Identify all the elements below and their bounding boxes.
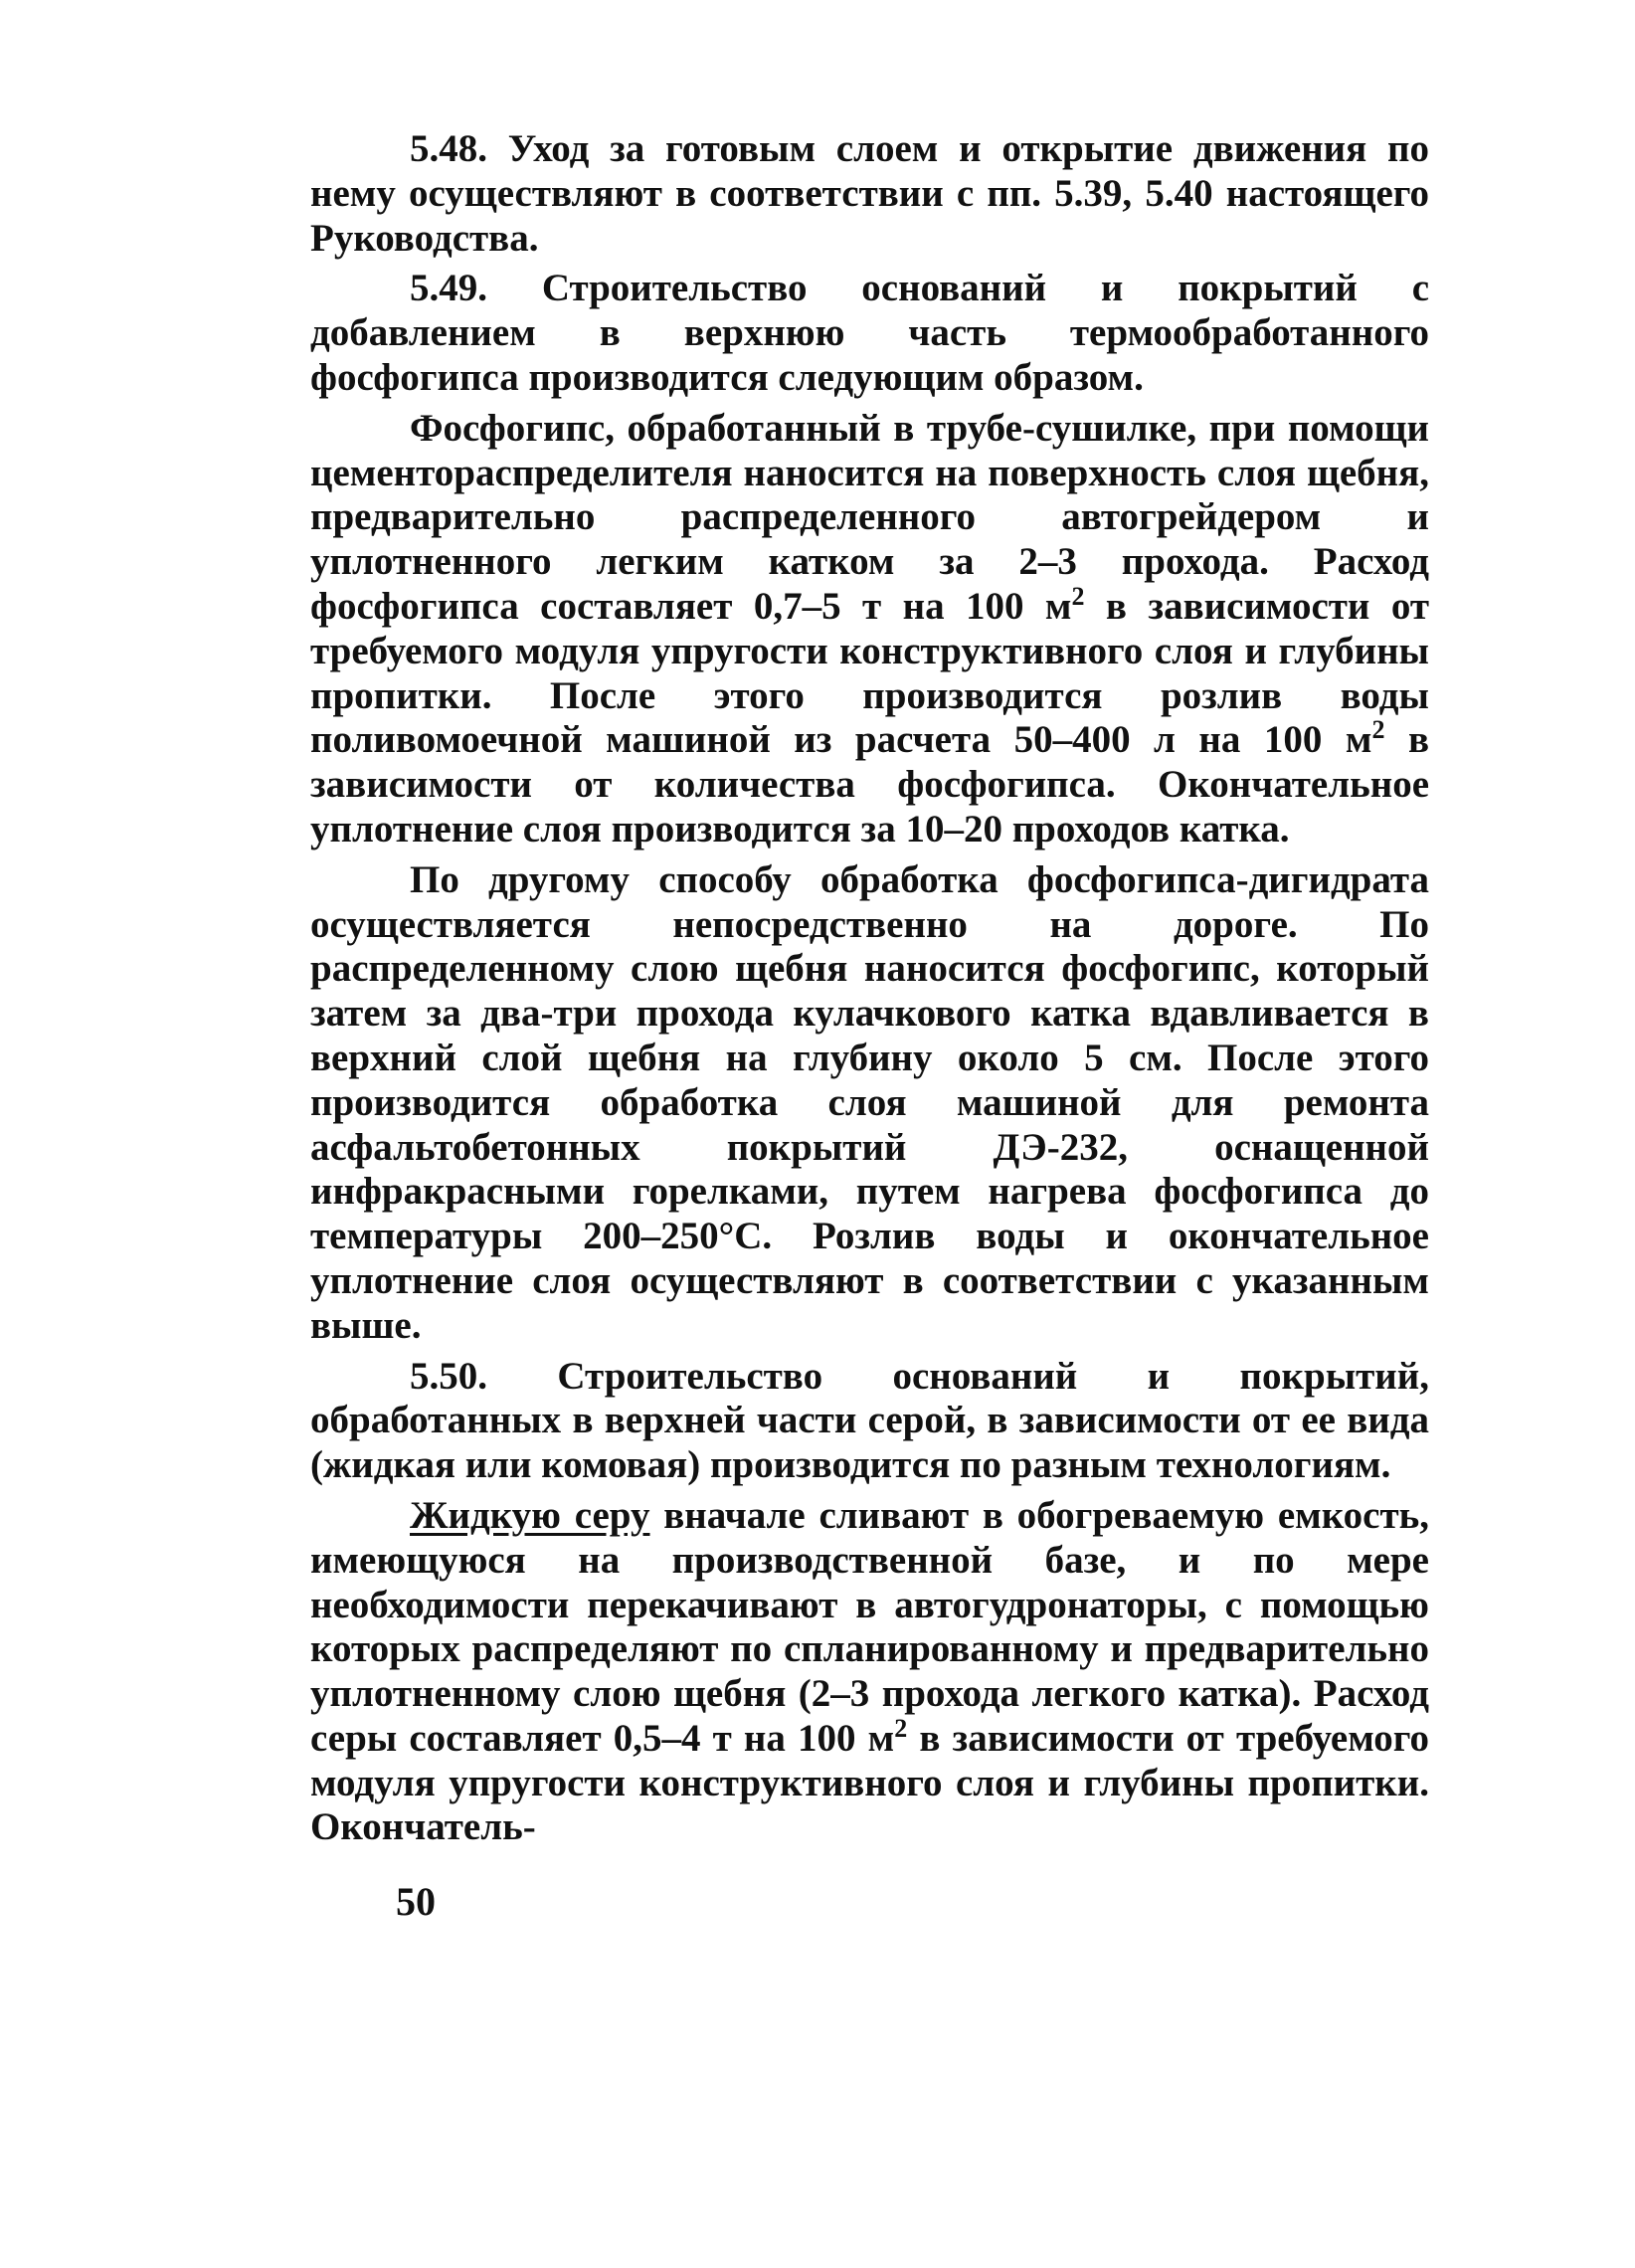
text-segment: в зависимости от количества фосфогипса. Окончательное уплотнение слоя производится за 10–20 проходов катка. bbox=[310, 718, 1430, 850]
paragraph-method-2-text: По другому способу обработка фосфогипса-дигидрата осуществляется непосредственно на дороге. По распределенному слою щебня наносится фосфогипс, который затем за два-три прохода кулачкового катка вдавливается в верхний слой щебня на глубину около 5 см. После этого производится обработка слоя машиной для ремонта асфальтобетонных покрытий ДЭ-232, оснащенной инфракрасными горелками, путем нагрева фосфогипса до температуры 200–250°С. Розлив воды и окончательное уплотнение слоя осуществляют в соответствии с указанным выше. bbox=[310, 857, 1429, 1347]
superscript: 2 bbox=[894, 1713, 908, 1743]
superscript: 2 bbox=[1071, 581, 1085, 611]
paragraph-5-48 bbox=[310, 127, 1429, 261]
text-segment: Фосфогипс, обработанный в трубе-сушилке, при помощи цементораспределителя наносится на поверхность слоя щебня, предварительно распределенного автогрейдером и уплотненного легким катком за 2–3 прохода. Расход фосфогипса составляет 0,7–5 т на 100 м bbox=[310, 406, 1429, 628]
paragraph-5-50 bbox=[310, 1355, 1429, 1488]
paragraph-5-50-text: 5.50. Строительство оснований и покрытий, обработанных в верхней части серой, в зависимости от ее вида (жидкая или комовая) производится по разным технологиям. bbox=[310, 1354, 1429, 1487]
paragraph-phosphogypsum-method-2 bbox=[310, 858, 1429, 1349]
body-text bbox=[310, 127, 1429, 1850]
paragraph-liquid-sulfur bbox=[310, 1494, 1429, 1850]
paragraph-phosphogypsum-method-1 bbox=[310, 407, 1429, 852]
text-segment: в зависимости от требуемого модуля упругости конструктивного слоя и глубины пропитки. После этого производится розлив воды поливомоечной машиной из расчета 50–400 л на 100 м bbox=[310, 584, 1429, 762]
page-number: 50 bbox=[396, 1879, 436, 1924]
text-segment: в зависимости от требуемого модуля упругости конструктивного слоя и глубины пропитки. Окончатель- bbox=[310, 1716, 1429, 1849]
paragraph-5-49 bbox=[310, 267, 1429, 400]
text-segment: вначале сливают в обогреваемую емкость, имеющуюся на производственной базе, и по мере необходимости перекачивают в автогудронаторы, с помощью которых распределяют по спланированному и предварительно уплотненному слою щебня (2–3 прохода легкого катка). Расход серы составляет 0,5–4 т на 100 м bbox=[310, 1493, 1429, 1760]
underlined-term: Жидкую серу bbox=[410, 1493, 650, 1537]
paragraph-5-48-text: 5.48. Уход за готовым слоем и открытие движения по нему осуществляют в соответствии с пп. 5.39, 5.40 настоящего Руководства. bbox=[310, 127, 1429, 260]
superscript: 2 bbox=[1371, 715, 1385, 745]
paragraph-5-49-text: 5.49. Строительство оснований и покрытий с добавлением в верхнюю часть термообработанного фосфогипса производится следующим образом. bbox=[310, 267, 1429, 399]
